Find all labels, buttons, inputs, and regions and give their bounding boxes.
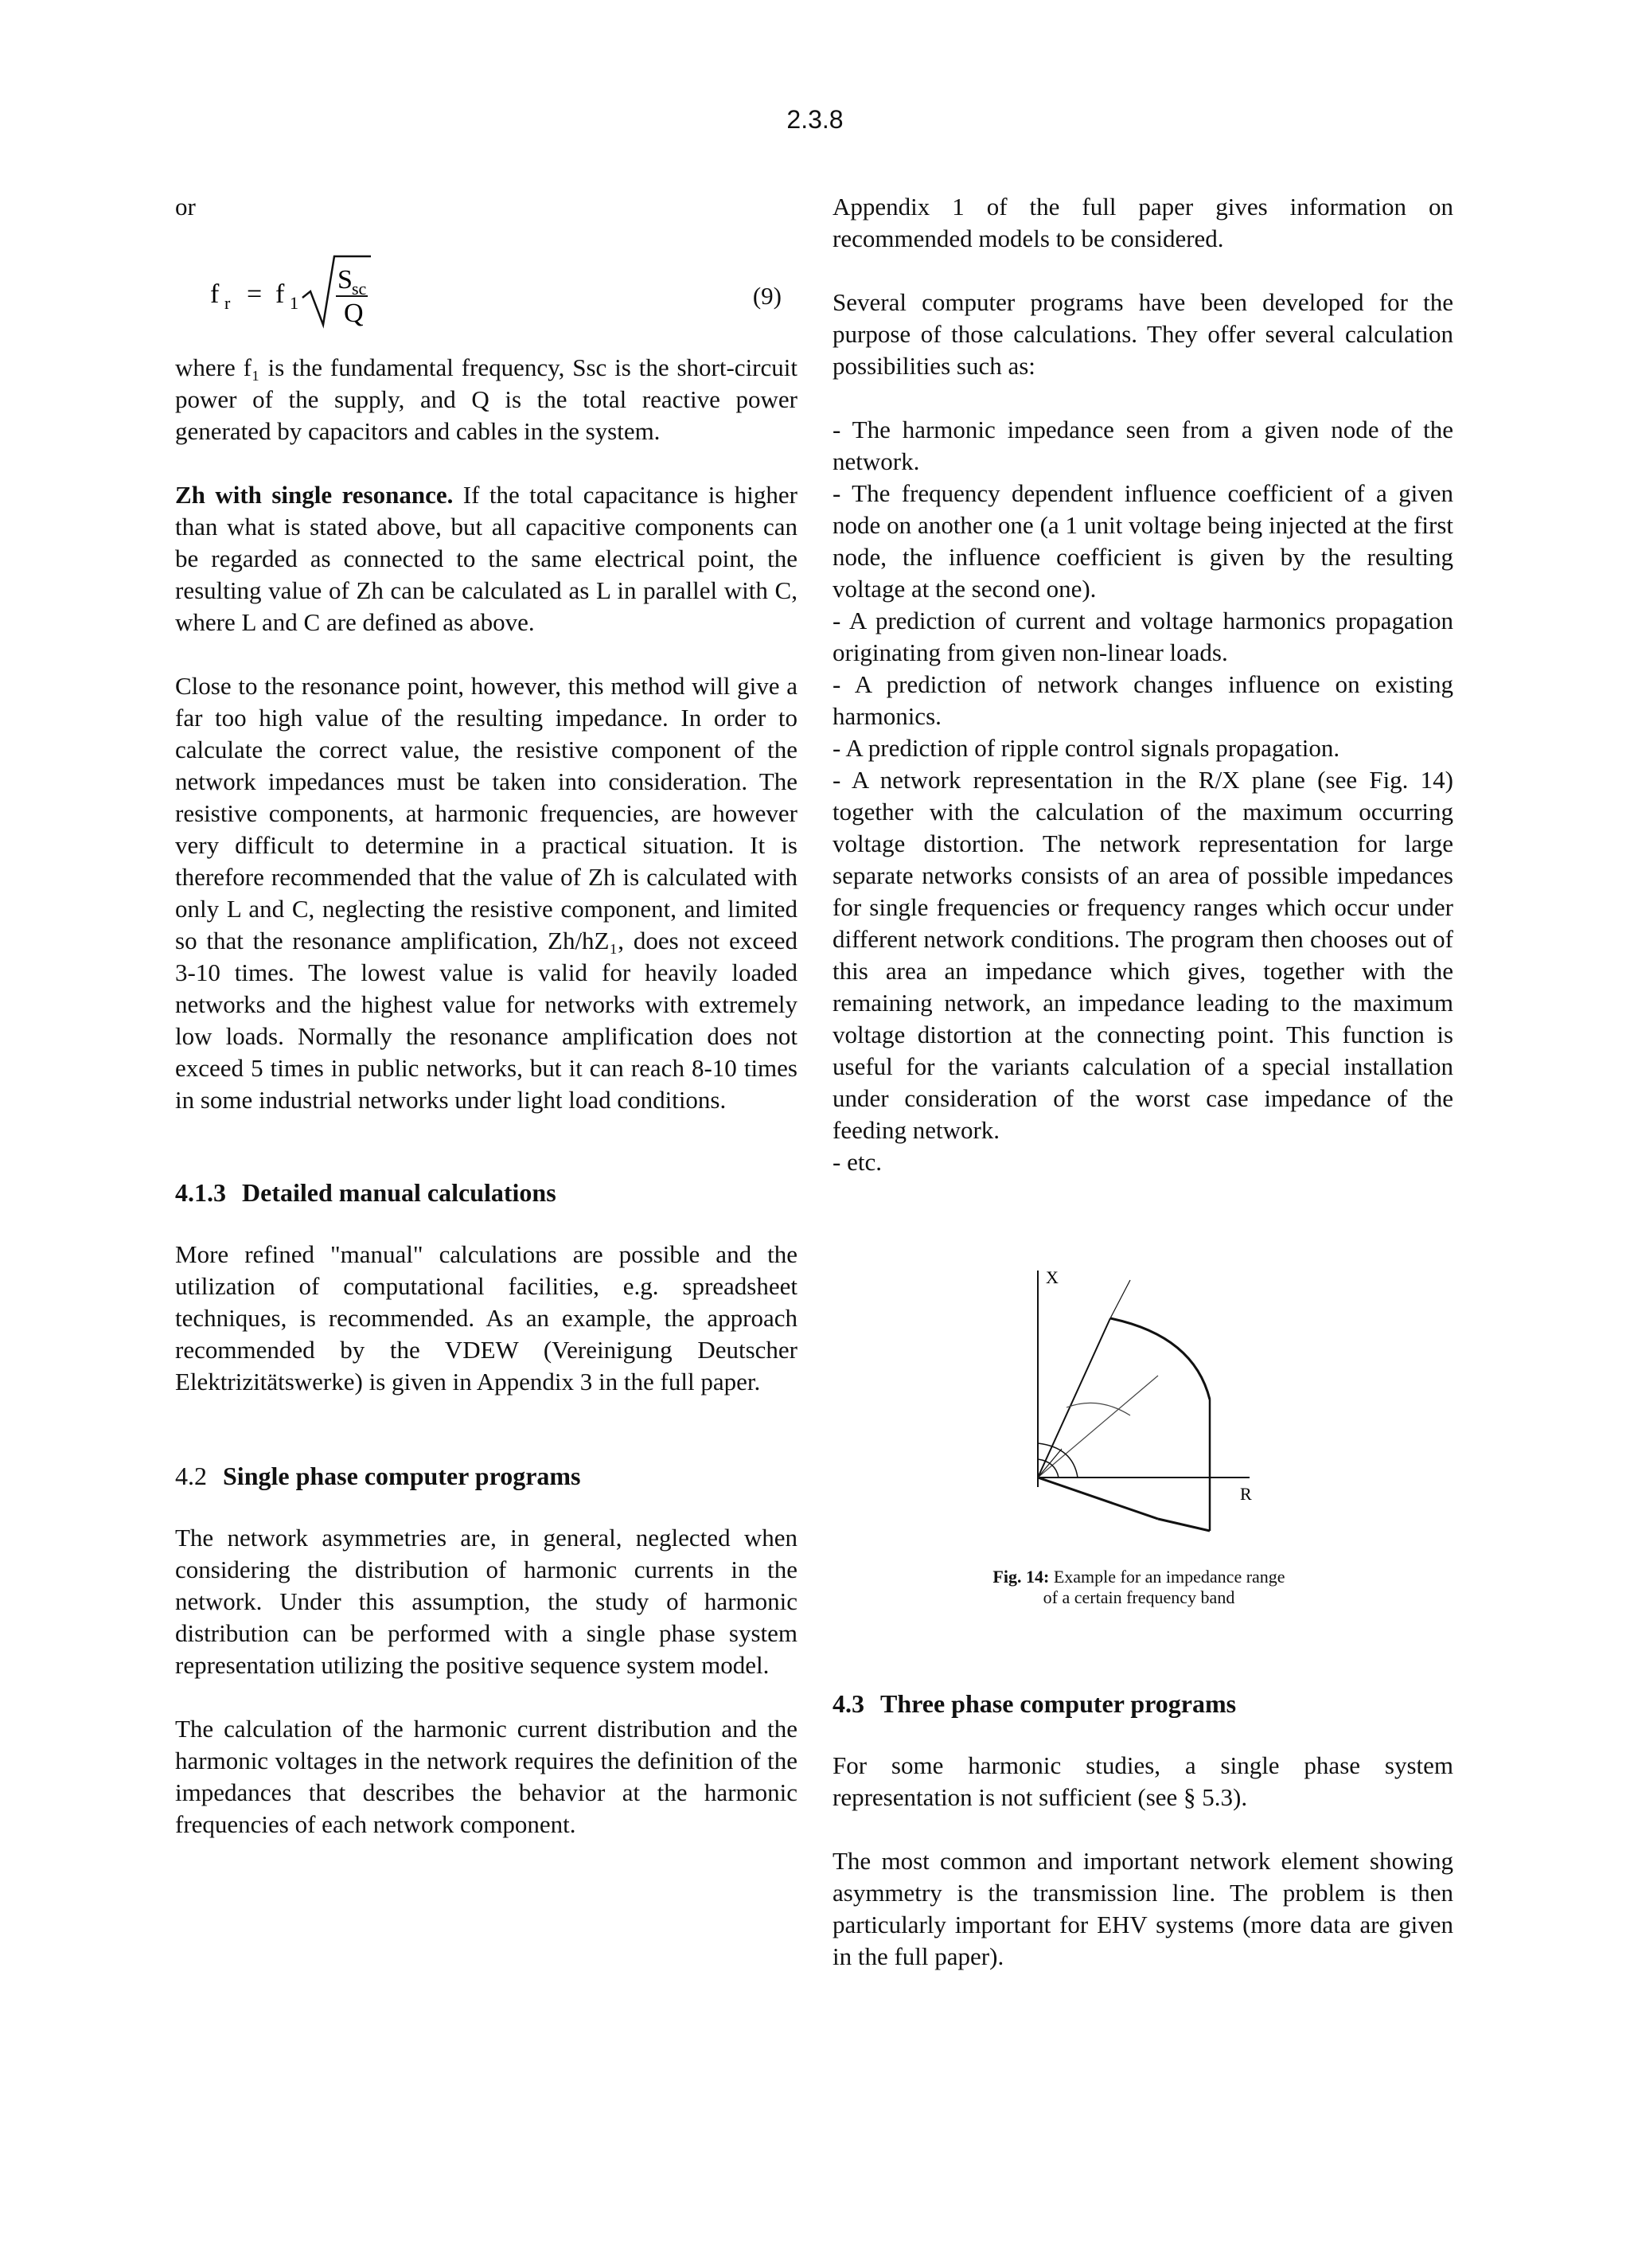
figure-14-caption bbox=[912, 1567, 1366, 1608]
section-4-3-heading bbox=[833, 1688, 1453, 1720]
caption-line-2: of a certain frequency band bbox=[1043, 1587, 1235, 1607]
asymmetry-paragraph: The network asymmetries are, in general, neglected when considering the distribution of harmonic currents in the network. Under this assumption, the study of harmonic distribution can be performed with a single phase system representation utilizing the positive sequence system model. bbox=[175, 1524, 797, 1679]
right-column-lower bbox=[833, 1688, 1453, 1973]
section-title: Detailed manual calculations bbox=[242, 1178, 556, 1207]
rx-plane-diagram bbox=[1011, 1256, 1345, 1559]
caption-label: Fig. 14: bbox=[992, 1567, 1050, 1587]
boundary-line-lower bbox=[1038, 1478, 1158, 1519]
right-column bbox=[833, 191, 1453, 1178]
list-item: - A prediction of current and voltage harmonics propagation originating from given non-linear loads. bbox=[833, 607, 1453, 666]
left-column bbox=[175, 191, 797, 1841]
capabilities-list bbox=[833, 414, 1453, 1178]
section-title: Single phase computer programs bbox=[223, 1462, 581, 1490]
page-number: 2.3.8 bbox=[786, 105, 844, 134]
section-4-2-heading bbox=[175, 1460, 797, 1492]
three-phase-paragraph: For some harmonic studies, a single phase system representation is not sufficient (see § 5.3). bbox=[833, 1751, 1453, 1811]
appendix-paragraph: Appendix 1 of the full paper gives information on recommended models to be considered. bbox=[833, 193, 1453, 252]
section-4-1-3-heading bbox=[175, 1177, 797, 1208]
section-number: 4.3 bbox=[833, 1689, 864, 1718]
zh-paragraph bbox=[175, 479, 797, 638]
eq-numerator: S bbox=[337, 265, 353, 295]
zh-heading: Zh with single resonance. bbox=[175, 481, 454, 509]
asymmetry-element-paragraph: The most common and important network element showing asymmetry is the transmission line. The problem is then particularly important for EHV systems (more data are given in the full paper). bbox=[833, 1847, 1453, 1970]
caption-line-1: Example for an impedance range bbox=[1049, 1567, 1285, 1587]
impedance-arc bbox=[1110, 1318, 1210, 1399]
list-item: - A network representation in the R/X plane (see Fig. 14) together with the calculation of the maximum occurring voltage distortion. The network representation for large separate networks consists of an area of possible impedances for single frequencies or frequency ranges which occur under different network conditions. The program then chooses out of this area an impedance which gives, together with the remaining network, an impedance leading to the maximum voltage distortion at the connecting point. This function is useful for the variants calculation of a special installation under consideration of the worst case impedance of the feeding network. bbox=[833, 766, 1453, 1144]
figure-14 bbox=[1011, 1256, 1345, 1559]
eq-lhs-sub: r bbox=[224, 293, 231, 313]
boundary-ray-upper bbox=[1038, 1318, 1110, 1478]
harmonic-calc-paragraph: The calculation of the harmonic current distribution and the harmonic voltages in the network requires the definition of the impedances that describes the behavior at the harmonic frequencies of each network component. bbox=[175, 1715, 797, 1838]
list-item: - A prediction of network changes influence on existing harmonics. bbox=[833, 670, 1453, 730]
where-paragraph: where f₁ is the fundamental frequency, Ssc is the short-circuit power of the supply, and Q is the total reactive power generated by capacitors and cables in the system. bbox=[175, 353, 797, 445]
zh-body: If the total capacitance is higher than what is stated above, but all capacitive components can be regarded as connected to the same electrical point, the resulting value of Zh can be calculated as L in parallel with C, where L and C are defined as above. bbox=[175, 481, 798, 636]
list-item: - etc. bbox=[833, 1148, 882, 1176]
eq-lhs: f bbox=[210, 279, 220, 309]
inner-ray bbox=[1038, 1376, 1158, 1478]
eq-f1-sub: 1 bbox=[290, 293, 298, 313]
list-item: - The frequency dependent influence coefficient of a given node on another one (a 1 unit voltage being injected at the first node, the influence coefficient is given by the resulting voltage at the second one). bbox=[833, 479, 1453, 603]
or-text: or bbox=[175, 193, 196, 221]
section-number: 4.2 bbox=[175, 1462, 207, 1490]
x-axis-label: X bbox=[1046, 1267, 1059, 1287]
eq-denominator: Q bbox=[344, 299, 364, 328]
resonance-paragraph: Close to the resonance point, however, this method will give a far too high value of the resulting impedance. In order to calculate the correct value, the resistive component of the network impedances must be taken into consideration. The resistive components, at harmonic frequencies, are however very difficult to determine in a practical situation. It is therefore recommended that the value of Zh is calculated with only L and C, neglecting the resistive component, and limited so that the resonance amplification, Zh/hZ₁, does not exceed 3-10 times. The lowest value is valid for heavily loaded networks and the highest value for networks with extremely low loads. Normally the resonance amplification does not exceed 5 times in public networks, but it can reach 8-10 times in some industrial networks under light load conditions. bbox=[175, 672, 797, 1114]
eq-numerator-sub: sc bbox=[352, 279, 367, 299]
r-axis-label: R bbox=[1240, 1484, 1252, 1504]
equation-number: (9) bbox=[752, 282, 782, 310]
list-item: - A prediction of ripple control signals propagation. bbox=[833, 734, 1340, 762]
ray-extension bbox=[1110, 1280, 1130, 1318]
resonance-frequency-formula bbox=[204, 232, 538, 352]
section-number: 4.1.3 bbox=[175, 1178, 226, 1207]
manual-calc-paragraph: More refined "manual" calculations are possible and the utilization of computational facilities, e.g. spreadsheet techniques, is recommended. As an example, the approach recommended by the VDEW (Vereinigung Deutscher Elektrizitätswerke) is given in Appendix 3 in the full paper. bbox=[175, 1240, 797, 1396]
list-item: - The harmonic impedance seen from a given node of the network. bbox=[833, 416, 1453, 475]
inner-arc bbox=[1067, 1403, 1130, 1415]
programs-paragraph: Several computer programs have been developed for the purpose of those calculations. They offer several calculation possibilities such as: bbox=[833, 288, 1453, 380]
eq-f1: f bbox=[275, 279, 285, 309]
boundary-line-lower-end bbox=[1158, 1519, 1210, 1531]
eq-equals: = bbox=[247, 279, 263, 309]
equation-9 bbox=[175, 232, 797, 352]
section-title: Three phase computer programs bbox=[880, 1689, 1237, 1718]
